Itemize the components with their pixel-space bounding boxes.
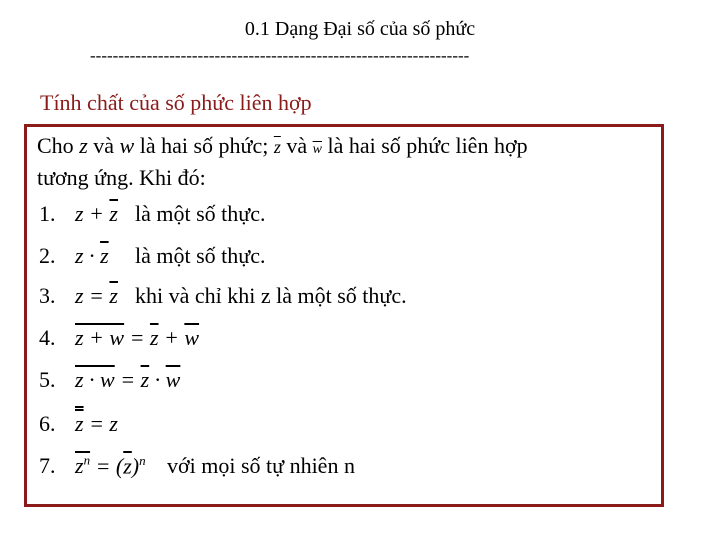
var-w: w (119, 133, 135, 158)
formula-power-conjugate: $z^n = (\overline{z})^n$ (75, 453, 146, 479)
formula-double-conjugate: z = z (75, 411, 118, 436)
item-number: 3. (39, 283, 56, 308)
item-number: 5. (39, 367, 56, 392)
formula-sum-conjugate: $z + w = \overline{z} + \overline{w}$ (75, 325, 200, 350)
intro-text: Cho (37, 133, 80, 158)
properties-box (24, 124, 664, 507)
dashed-divider: ------------------------------------------------------------------- (90, 46, 470, 65)
item-number: 6. (39, 411, 56, 436)
intro-text: và (87, 133, 120, 158)
intro-line-2: tương ứng. Khi đó: (37, 165, 206, 190)
intro-line-1 (37, 133, 528, 159)
item-text: là một số thực. (135, 201, 266, 226)
item-number: 7. (39, 453, 56, 478)
item-text: với mọi số tự nhiên n (167, 453, 355, 478)
item-number: 1. (39, 201, 56, 226)
formula-z-times-zbar: $z \cdot \overline{z}$ (75, 243, 109, 268)
item-text: khi và chỉ khi z là một số thực. (135, 283, 407, 308)
item-number: 4. (39, 325, 56, 350)
item-number: 2. (39, 243, 56, 268)
intro-text: là hai số phức; (134, 133, 274, 158)
formula-z-plus-zbar: $z + \overline{z}$ (75, 201, 118, 226)
formula-z-equals-zbar: $z = \overline{z}$ (75, 283, 118, 308)
var-w-conjugate: $\overline{w}$ (312, 142, 322, 157)
section-title: Tính chất của số phức liên hợp (40, 90, 312, 115)
var-z-conjugate: $\overline{z}$ (273, 137, 281, 157)
slide-title: 0.1 Dạng Đại số của số phức (244, 18, 476, 40)
formula-product-conjugate: $z \cdot w = \overline{z} \cdot \overline{w}$ (75, 367, 181, 392)
intro-text: là hai số phức liên hợp (321, 133, 528, 158)
var-z: z (79, 133, 88, 158)
item-text: là một số thực. (135, 243, 266, 268)
intro-text: và (280, 133, 313, 158)
